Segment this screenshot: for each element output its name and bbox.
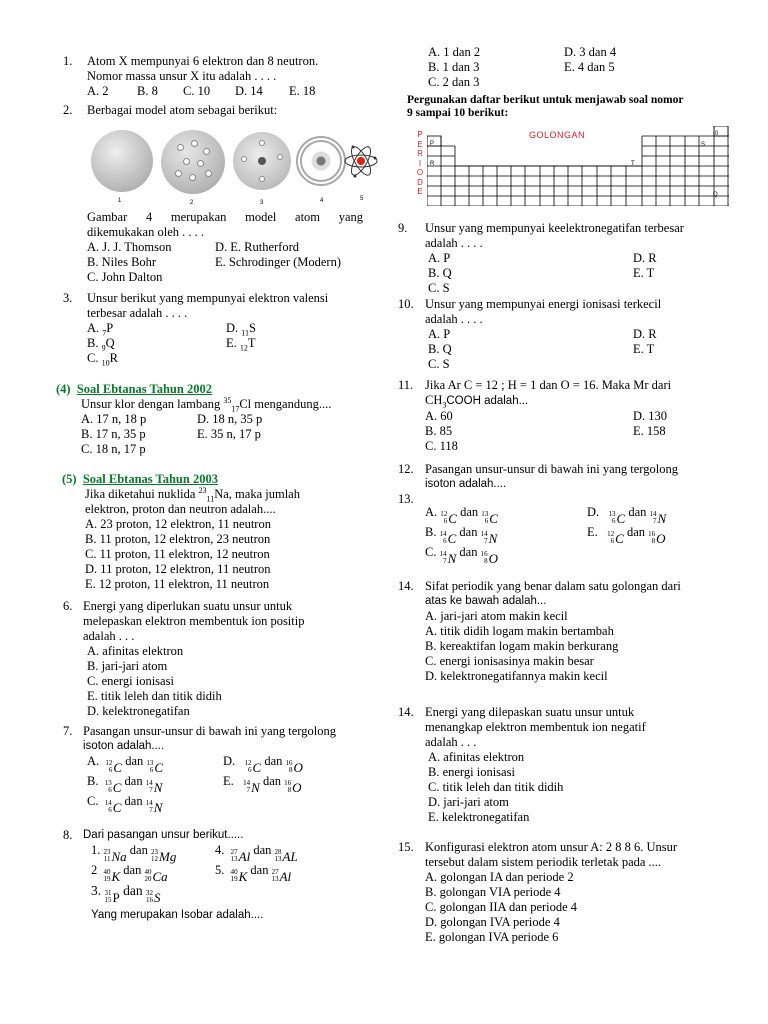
option-c[interactable]: C. S	[428, 357, 450, 371]
isotope-symbol	[105, 760, 122, 775]
atomic-number: 11	[103, 855, 111, 863]
option-d[interactable]: D. kelektronegatifan	[87, 704, 190, 718]
mass-number: 14	[145, 779, 153, 787]
question-text: Berbagai model atom sebagai berikut:	[87, 103, 278, 117]
isotope-symbol	[440, 531, 457, 546]
question-7	[63, 724, 363, 754]
option-d[interactable]: D. E. Rutherford	[215, 240, 300, 254]
question-text: adalah . . . .	[425, 236, 483, 250]
element-symbol: K	[238, 868, 248, 884]
isotope-symbol	[609, 511, 626, 526]
element-symbol: C	[154, 759, 164, 775]
mass-number: 13	[104, 779, 112, 787]
isotope-symbol	[650, 511, 667, 526]
option-b[interactable]: B. Q	[428, 342, 452, 356]
element-symbol: C	[447, 530, 457, 546]
mass-number: 12	[244, 759, 252, 767]
option-a[interactable]: A. 2	[87, 84, 109, 98]
question-text: Unsur berikut yang mempunyai elektron valensi	[87, 291, 329, 305]
option-b[interactable]: B. Q	[428, 266, 452, 280]
golongan-label: GOLONGAN	[529, 130, 586, 140]
bohr-model-image	[296, 136, 346, 186]
question-text: tersebut dalam sistem periodik terletak pada ....	[425, 855, 662, 869]
option-e[interactable]: E. kelektronegatifan	[428, 810, 530, 824]
option-d[interactable]: D. R	[633, 251, 657, 265]
isotope-symbol	[231, 849, 251, 864]
periodic-grid	[427, 126, 729, 206]
isotope-symbol	[105, 800, 122, 815]
question-14a	[398, 579, 718, 684]
figure-label: 4	[320, 198, 324, 204]
option-d[interactable]: D. 3 dan 4	[564, 45, 617, 59]
modern-model-image	[344, 130, 378, 192]
mass-number: 23	[150, 848, 158, 856]
atomic-number: 13	[230, 855, 238, 863]
atomic-number: 6	[443, 517, 448, 525]
question-8-footer: Yang merupakan Isobar adalah....	[91, 909, 264, 921]
question-text: melepaskan elektron membentuk ion positip	[83, 614, 305, 628]
option-c[interactable]: C. 18 n, 17 p	[81, 442, 146, 456]
question-text: Unsur klor dengan lambang $^{35}_{17}$Cl mengandung....	[81, 395, 332, 414]
element-symbol: O	[293, 759, 303, 775]
option-d[interactable]: D. golongan IVA periode 4	[425, 915, 560, 929]
isotope-symbol	[286, 760, 303, 775]
atomic-number: 13	[274, 855, 282, 863]
element-symbol: N	[153, 799, 163, 815]
isotope-symbol	[440, 511, 457, 526]
option-b[interactable]: B. golongan VIA periode 4	[425, 885, 561, 899]
question-text: Dari pasangan unsur berikut.....	[83, 829, 244, 841]
isotope-symbol	[245, 760, 262, 775]
question-text: menangkap elektron membentuk ion negatif	[425, 720, 646, 734]
question-7-options	[87, 754, 357, 814]
periode-label: P E R I O D E	[416, 130, 424, 196]
option-a[interactable]: A. 60	[425, 409, 453, 423]
option-e[interactable]: E. T	[633, 342, 655, 356]
question-number: 2.	[63, 103, 73, 117]
question-text: adalah . . . .	[425, 312, 483, 326]
element-symbol: C	[448, 510, 457, 526]
isotope-symbol	[481, 511, 498, 526]
option-d[interactable]: D. 11 proton, 12 elektron, 11 neutron	[85, 562, 271, 576]
atomic-number: 7	[246, 786, 251, 794]
option-d[interactable]: D. 13 6 C dan 14 7 N	[587, 505, 667, 526]
element-symbol: O	[656, 530, 666, 546]
element-symbol: N	[447, 550, 457, 566]
table-instructions: Pergunakan daftar berikut untuk menjawab soal nomor 9 sampai 10 berikut:	[407, 94, 684, 119]
atomic-number: 6	[443, 537, 447, 545]
element-symbol: N	[153, 779, 163, 795]
option-c[interactable]: C. 118	[425, 439, 458, 453]
question-text: Jika Ar C = 12 ; H = 1 dan O = 16. Maka Mr dari	[425, 378, 672, 392]
isotope-symbol	[104, 849, 127, 864]
question-number: 12.	[398, 462, 414, 476]
element-symbol: N	[488, 530, 498, 546]
isotope-symbol	[144, 869, 167, 884]
cell-label: P	[430, 141, 435, 147]
question-4	[56, 382, 366, 457]
atomic-number: 6	[610, 537, 615, 545]
mass-number: 40	[230, 868, 238, 876]
mass-number: 12	[607, 530, 615, 538]
option-c[interactable]: C. 14 7 N dan 16 8 O	[425, 545, 498, 566]
atomic-number: 6	[612, 517, 616, 525]
mass-number: 16	[285, 759, 293, 767]
question-text: isoton adalah....	[425, 478, 507, 490]
question-number: (5)	[62, 472, 77, 486]
atomic-number: 15	[104, 896, 112, 904]
option-b[interactable]: B. 14 6 C dan 14 7 N	[425, 525, 498, 546]
element-symbol: C	[616, 510, 626, 526]
element-symbol: Na	[111, 848, 127, 864]
isotope-symbol	[272, 869, 292, 884]
question-number: 11.	[398, 378, 414, 392]
isotope-symbol	[146, 890, 161, 905]
option-a[interactable]: A. golongan IA dan periode 2	[425, 870, 574, 884]
question-8-pairs	[91, 843, 363, 905]
atomic-number: 12	[150, 855, 158, 863]
element-symbol: Ca	[152, 868, 168, 884]
option-a[interactable]: A. afinitas elektron	[87, 644, 184, 658]
element-symbol: Al	[238, 848, 251, 864]
option-e[interactable]: E. 12 proton, 11 elektron, 11 neutron	[85, 577, 270, 591]
atomic-number: 8	[289, 766, 293, 774]
element-symbol: P	[112, 889, 120, 905]
atomic-number: 7	[149, 806, 153, 814]
option-c[interactable]: C. energi ionisasinya makin besar	[425, 654, 594, 668]
question-text: Unsur yang mempunyai energi ionisasi terkecil	[425, 297, 662, 311]
mass-number: 14	[439, 550, 447, 558]
mass-number: 14	[649, 510, 657, 518]
option-b[interactable]: B. Niles Bohr	[87, 255, 157, 269]
element-symbol: C	[252, 759, 262, 775]
option-e[interactable]: E. titik leleh dan titik didih	[87, 689, 222, 703]
mass-number: 14	[145, 799, 153, 807]
option-e[interactable]: E. Schrodinger (Modern)	[215, 255, 342, 269]
question-number: 10.	[398, 297, 414, 311]
question-number: 13.	[398, 492, 414, 506]
atomic-number: 7	[484, 537, 488, 545]
question-text: Energi yang diperlukan suatu unsur untuk	[83, 599, 293, 613]
question-text: Konfigurasi elektron atom unsur A: 2 8 8 6. Unsur	[425, 840, 678, 854]
option-a[interactable]: A. J. J. Thomson	[87, 240, 172, 254]
mass-number: 13	[608, 510, 616, 518]
option-c[interactable]: C. energi ionisasi	[87, 674, 174, 688]
atomic-number: 7	[443, 557, 447, 565]
option-b[interactable]: B. 11 proton, 12 elektron, 23 neutron	[85, 532, 271, 546]
option-d[interactable]: D. 12 6 C dan 16 8 O	[223, 754, 303, 775]
rutherford-model-image	[233, 132, 291, 190]
mass-number: 13	[481, 510, 489, 518]
option-a[interactable]: A. 17 n, 18 p	[81, 412, 147, 426]
question-text: atas ke bawah adalah...	[425, 595, 547, 607]
option-b[interactable]: B. 8	[137, 84, 158, 98]
thomson-model-image	[161, 130, 225, 194]
atomic-number: 8	[651, 537, 656, 545]
option-c[interactable]: C. S	[428, 281, 450, 295]
isotope-symbol	[243, 780, 260, 795]
option-a[interactable]: A. 1 dan 2	[428, 45, 481, 59]
option-e[interactable]: E. 12 6 C dan 16 8 O	[587, 525, 666, 546]
element-symbol: C	[112, 799, 122, 815]
option-e[interactable]: E. golongan IVA periode 6	[425, 930, 559, 944]
isotope-symbol	[146, 760, 163, 775]
mass-number: 14	[104, 799, 112, 807]
mass-number: 23	[103, 848, 111, 856]
pair-2: 2 40 19 K dan 40 20 Ca	[91, 863, 168, 884]
option-b[interactable]: B. 13 6 C dan 14 7 N	[87, 774, 163, 795]
question-text: Gambar 4 merupakan model atom yang	[87, 210, 363, 224]
question-12-options	[425, 505, 725, 565]
question-number: 6.	[63, 599, 73, 613]
question-10	[398, 297, 718, 372]
question-number: (4)	[56, 382, 71, 396]
option-a[interactable]: A. 12 6 C dan 13 6 C	[87, 754, 164, 775]
option-c[interactable]: C. 14 6 C dan 14 7 N	[87, 794, 163, 815]
option-a[interactable]: A. P	[428, 327, 451, 341]
atomic-number: 6	[108, 766, 113, 774]
question-5	[62, 472, 362, 592]
atomic-number: 6	[484, 517, 489, 525]
mass-number: 12	[440, 510, 448, 518]
question-text: adalah . . .	[425, 735, 477, 749]
question-1	[63, 54, 363, 99]
option-a[interactable]: A. P	[428, 251, 451, 265]
question-text: Jika diketahui nuklida $^{23}_{11}$Na, maka jumlah	[85, 485, 300, 504]
isotope-symbol	[481, 551, 498, 566]
question-8	[63, 828, 363, 843]
option-b[interactable]: B. jari-jari atom	[87, 659, 168, 673]
element-symbol: O	[488, 550, 498, 566]
question-6	[63, 599, 363, 719]
pair-4: 4. 27 13 Al dan 28 13 AL	[215, 843, 298, 864]
option-b[interactable]: B. $_9$Q	[87, 336, 115, 353]
option-d[interactable]: D. 130	[633, 409, 668, 423]
question-number: 14.	[398, 705, 414, 719]
atomic-number: 8	[287, 786, 292, 794]
mass-number: 28	[274, 848, 282, 856]
option-c[interactable]: C. 10	[183, 84, 211, 98]
option-a[interactable]: A. jari-jari atom makin kecil	[425, 609, 568, 623]
mass-number: 16	[480, 550, 488, 558]
isotope-symbol	[481, 531, 498, 546]
section-title: Soal Ebtanas Tahun 2003	[82, 472, 218, 486]
figure-label: 3	[260, 200, 264, 206]
figure-label: 1	[118, 198, 122, 204]
option-d[interactable]: D. R	[633, 327, 657, 341]
question-text: adalah . . .	[83, 629, 135, 643]
question-12	[398, 462, 718, 507]
cell-label: 0	[715, 131, 719, 137]
mass-number: 31	[104, 889, 112, 897]
question-3	[63, 291, 363, 366]
option-e[interactable]: E. 35 n, 17 p	[197, 427, 261, 441]
atomic-number: 19	[230, 875, 238, 883]
element-symbol: Mg	[158, 848, 177, 864]
element-symbol: C	[489, 510, 498, 526]
isotope-symbol	[231, 869, 248, 884]
isotope-symbol	[146, 800, 163, 815]
option-a[interactable]: A. 23 proton, 12 elektron, 11 neutron	[85, 517, 271, 531]
question-2-body	[87, 210, 363, 285]
option-a2[interactable]: A. titik didih logam makin bertambah	[425, 624, 614, 638]
atomic-number: 20	[144, 875, 152, 883]
atomic-number: 7	[653, 517, 657, 525]
isotope-symbol	[440, 551, 457, 566]
option-b[interactable]: B. kereaktifan logam makin berkurang	[425, 639, 619, 653]
pair-3: 3. 31 15 P dan 32 16 S	[91, 883, 161, 905]
question-15	[398, 840, 728, 945]
option-c[interactable]: C. John Dalton	[87, 270, 163, 284]
mass-number: 27	[230, 848, 238, 856]
option-d[interactable]: D. kelektronegatifannya makin kecil	[425, 669, 608, 683]
option-b[interactable]: B. 17 n, 35 p	[81, 427, 146, 441]
mass-number: 14	[243, 779, 251, 787]
option-c[interactable]: C. $_{10}$R	[87, 351, 118, 368]
isotope-symbol	[104, 869, 121, 884]
section-title: Soal Ebtanas Tahun 2002	[76, 382, 212, 396]
mass-number: 12	[105, 759, 113, 767]
option-a[interactable]: A. $_7$P	[87, 321, 114, 338]
isotope-symbol	[105, 890, 120, 905]
option-d[interactable]: D. $_{11}$S	[226, 321, 256, 338]
question-number: 3.	[63, 291, 73, 305]
option-a[interactable]: A. afinitas elektron	[428, 750, 525, 764]
question-text: $CH_3COOH$ adalah...	[425, 393, 529, 410]
option-b[interactable]: B. energi ionisasi	[428, 765, 515, 779]
atomic-number: 8	[484, 557, 488, 565]
question-text: Pasangan unsur-unsur di bawah ini yang tergolong	[425, 462, 678, 476]
question-text: Unsur yang mempunyai keelektronegatifan terbesar	[425, 221, 684, 235]
option-c[interactable]: C. 2 dan 3	[428, 75, 480, 89]
dalton-model-image	[91, 130, 153, 192]
atomic-number: 13	[271, 875, 279, 883]
option-e[interactable]: E. 4 dan 5	[564, 60, 615, 74]
option-c[interactable]: C. titik leleh dan titik didih	[428, 780, 564, 794]
option-e[interactable]: E. $_{12}$T	[226, 336, 256, 353]
atomic-number: 7	[149, 786, 153, 794]
element-symbol: O	[292, 779, 302, 795]
question-text: Atom X mempunyai 6 elektron dan 8 neutron.	[87, 54, 319, 68]
mass-number: 14	[480, 530, 488, 538]
mass-number: 16	[284, 779, 292, 787]
figure-label: 5	[360, 196, 364, 202]
element-symbol: N	[657, 510, 667, 526]
figure-label: 2	[190, 200, 194, 206]
option-e[interactable]: E. 158	[633, 424, 666, 438]
question-9	[398, 221, 718, 296]
isotope-symbol	[105, 780, 122, 795]
question-text: elektron, proton dan neutron adalah....	[85, 502, 276, 516]
element-symbol: AL	[282, 848, 298, 864]
options-row	[87, 84, 363, 99]
question-text: isoton adalah....	[83, 740, 165, 752]
question-text: Pasangan unsur-unsur di bawah ini yang tergolong	[83, 724, 336, 738]
question-number: 15.	[398, 840, 414, 854]
atomic-number: 6	[149, 766, 154, 774]
element-symbol: C	[615, 530, 624, 546]
question-text: Nomor massa unsur X itu adalah . . . .	[87, 69, 277, 83]
periodic-table-figure	[413, 124, 729, 208]
mass-number: 14	[439, 530, 447, 538]
isotope-symbol	[275, 849, 298, 864]
isotope-symbol	[151, 849, 176, 864]
question-2	[63, 103, 363, 118]
atomic-number: 19	[103, 875, 111, 883]
element-symbol: C	[112, 779, 122, 795]
isotope-symbol	[607, 531, 624, 546]
option-e[interactable]: E. 14 7 N dan 16 8 O	[223, 774, 302, 795]
option-c[interactable]: C. golongan IIA dan periode 4	[425, 900, 578, 914]
cell-label: R	[430, 161, 435, 167]
isotope-symbol	[284, 780, 301, 795]
option-e[interactable]: E. 18	[289, 84, 316, 98]
option-c[interactable]: C. 11 proton, 11 elektron, 12 neutron	[85, 547, 270, 561]
atomic-number: 6	[108, 786, 112, 794]
isotope-symbol	[146, 780, 163, 795]
mass-number: 32	[145, 889, 153, 897]
atomic-number: 16	[145, 896, 153, 904]
cell-label: S	[701, 142, 706, 148]
pair-5: 5. 40 19 K dan 27 13 Al	[215, 863, 292, 884]
question-number: 7.	[63, 724, 73, 738]
isotope-symbol	[648, 531, 665, 546]
question-8-options	[428, 45, 658, 90]
mass-number: 40	[144, 868, 152, 876]
option-a[interactable]: A. 12 6 C dan 13 6 C	[425, 505, 498, 526]
question-number: 9.	[398, 221, 408, 235]
option-d[interactable]: D. jari-jari atom	[428, 795, 509, 809]
question-number: 14.	[398, 579, 414, 593]
atomic-number: 6	[108, 806, 112, 814]
option-d[interactable]: D. 14	[235, 84, 263, 98]
mass-number: 40	[103, 868, 111, 876]
option-b[interactable]: B. 85	[425, 424, 453, 438]
question-14b	[398, 705, 718, 825]
atom-models-figure	[88, 128, 378, 208]
cell-label: Q	[713, 192, 718, 198]
mass-number: 13	[146, 759, 154, 767]
question-11	[398, 378, 718, 454]
option-b[interactable]: B. 1 dan 3	[428, 60, 480, 74]
atomic-number: 6	[248, 766, 252, 774]
mass-number: 27	[271, 868, 279, 876]
option-d[interactable]: D. 18 n, 35 p	[197, 412, 263, 426]
element-symbol: N	[251, 779, 260, 795]
question-number: 8.	[63, 828, 73, 842]
element-symbol: Al	[279, 868, 292, 884]
question-text: Sifat periodik yang benar dalam satu golongan dari	[425, 579, 681, 593]
option-e[interactable]: E. T	[633, 266, 655, 280]
question-text: Energi yang dilepaskan suatu unsur untuk	[425, 705, 635, 719]
element-symbol: S	[153, 889, 161, 905]
question-number: 1.	[63, 54, 73, 68]
cell-label: T	[631, 161, 635, 167]
pair-1: 1. 23 11 Na dan 23 12 Mg	[91, 843, 177, 864]
element-symbol: K	[111, 868, 121, 884]
mass-number: 16	[648, 530, 656, 538]
question-text: dikemukakan oleh . . . .	[87, 225, 204, 239]
question-text: terbesar adalah . . . .	[87, 306, 188, 320]
element-symbol: C	[113, 759, 123, 775]
